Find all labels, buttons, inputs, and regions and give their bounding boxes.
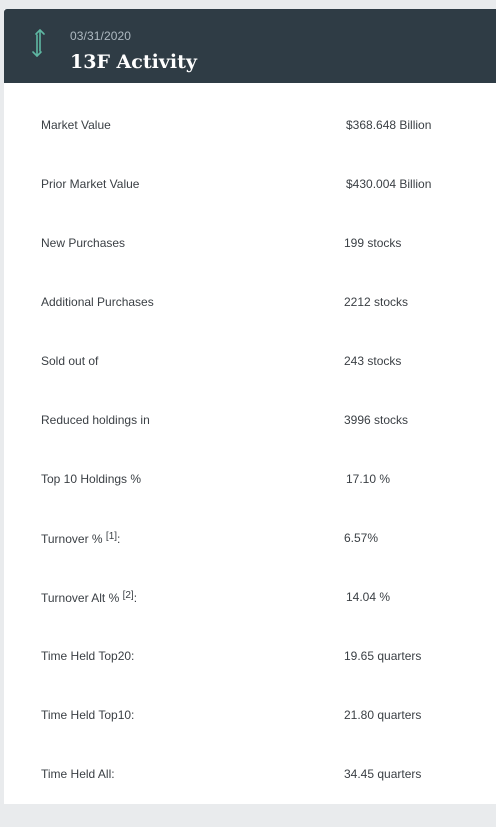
card-title: 13F Activity <box>70 51 197 73</box>
row-new-purchases <box>4 237 496 296</box>
row-label: Reduced holdings in <box>41 413 150 427</box>
row-time-held-top10 <box>4 709 496 768</box>
row-label-suffix: : <box>133 591 138 605</box>
row-time-held-all <box>4 768 496 827</box>
row-reduced-holdings <box>4 414 496 473</box>
row-label: Additional Purchases <box>41 295 154 309</box>
row-additional-purchases <box>4 296 496 355</box>
footnote-2-link[interactable]: [2] <box>122 590 134 601</box>
row-value: 243 stocks <box>344 354 402 368</box>
row-label: New Purchases <box>41 236 126 250</box>
row-label-text: Turnover Alt % <box>41 591 123 605</box>
row-value: 17.10 % <box>346 472 391 486</box>
row-value: 199 stocks <box>344 236 402 250</box>
report-date: 03/31/2020 <box>70 29 132 43</box>
row-turnover-alt <box>4 591 496 650</box>
row-sold-out-of <box>4 355 496 414</box>
row-value: 21.80 quarters <box>344 708 422 722</box>
row-label: Time Held All: <box>41 767 115 781</box>
row-label: Sold out of <box>41 354 99 368</box>
row-label: Top 10 Holdings % <box>41 472 142 486</box>
row-label <box>41 591 137 604</box>
row-value: 14.04 % <box>346 590 391 604</box>
13f-activity-card <box>4 9 496 804</box>
row-label-text: Turnover % <box>41 532 106 546</box>
activity-list <box>4 83 496 827</box>
row-value: $368.648 Billion <box>346 118 432 132</box>
row-value: 19.65 quarters <box>344 649 422 663</box>
row-value: 34.45 quarters <box>344 767 422 781</box>
row-top10-holdings <box>4 473 496 532</box>
row-value: 6.57% <box>344 531 379 545</box>
footnote-1-link[interactable]: [1] <box>105 531 118 542</box>
row-market-value <box>4 119 496 178</box>
row-label <box>41 532 120 545</box>
row-label-suffix: : <box>117 532 121 546</box>
row-prior-market-value <box>4 178 496 237</box>
up-down-arrows-icon <box>30 27 48 59</box>
row-turnover <box>4 532 496 591</box>
row-label: Time Held Top10: <box>41 708 135 722</box>
card-header <box>4 9 496 83</box>
row-value: 2212 stocks <box>344 295 409 309</box>
row-value: 3996 stocks <box>344 413 409 427</box>
row-label: Time Held Top20: <box>41 649 135 663</box>
row-label: Market Value <box>41 118 111 132</box>
row-value: $430.004 Billion <box>346 177 432 191</box>
row-time-held-top20 <box>4 650 496 709</box>
row-label: Prior Market Value <box>41 177 140 191</box>
